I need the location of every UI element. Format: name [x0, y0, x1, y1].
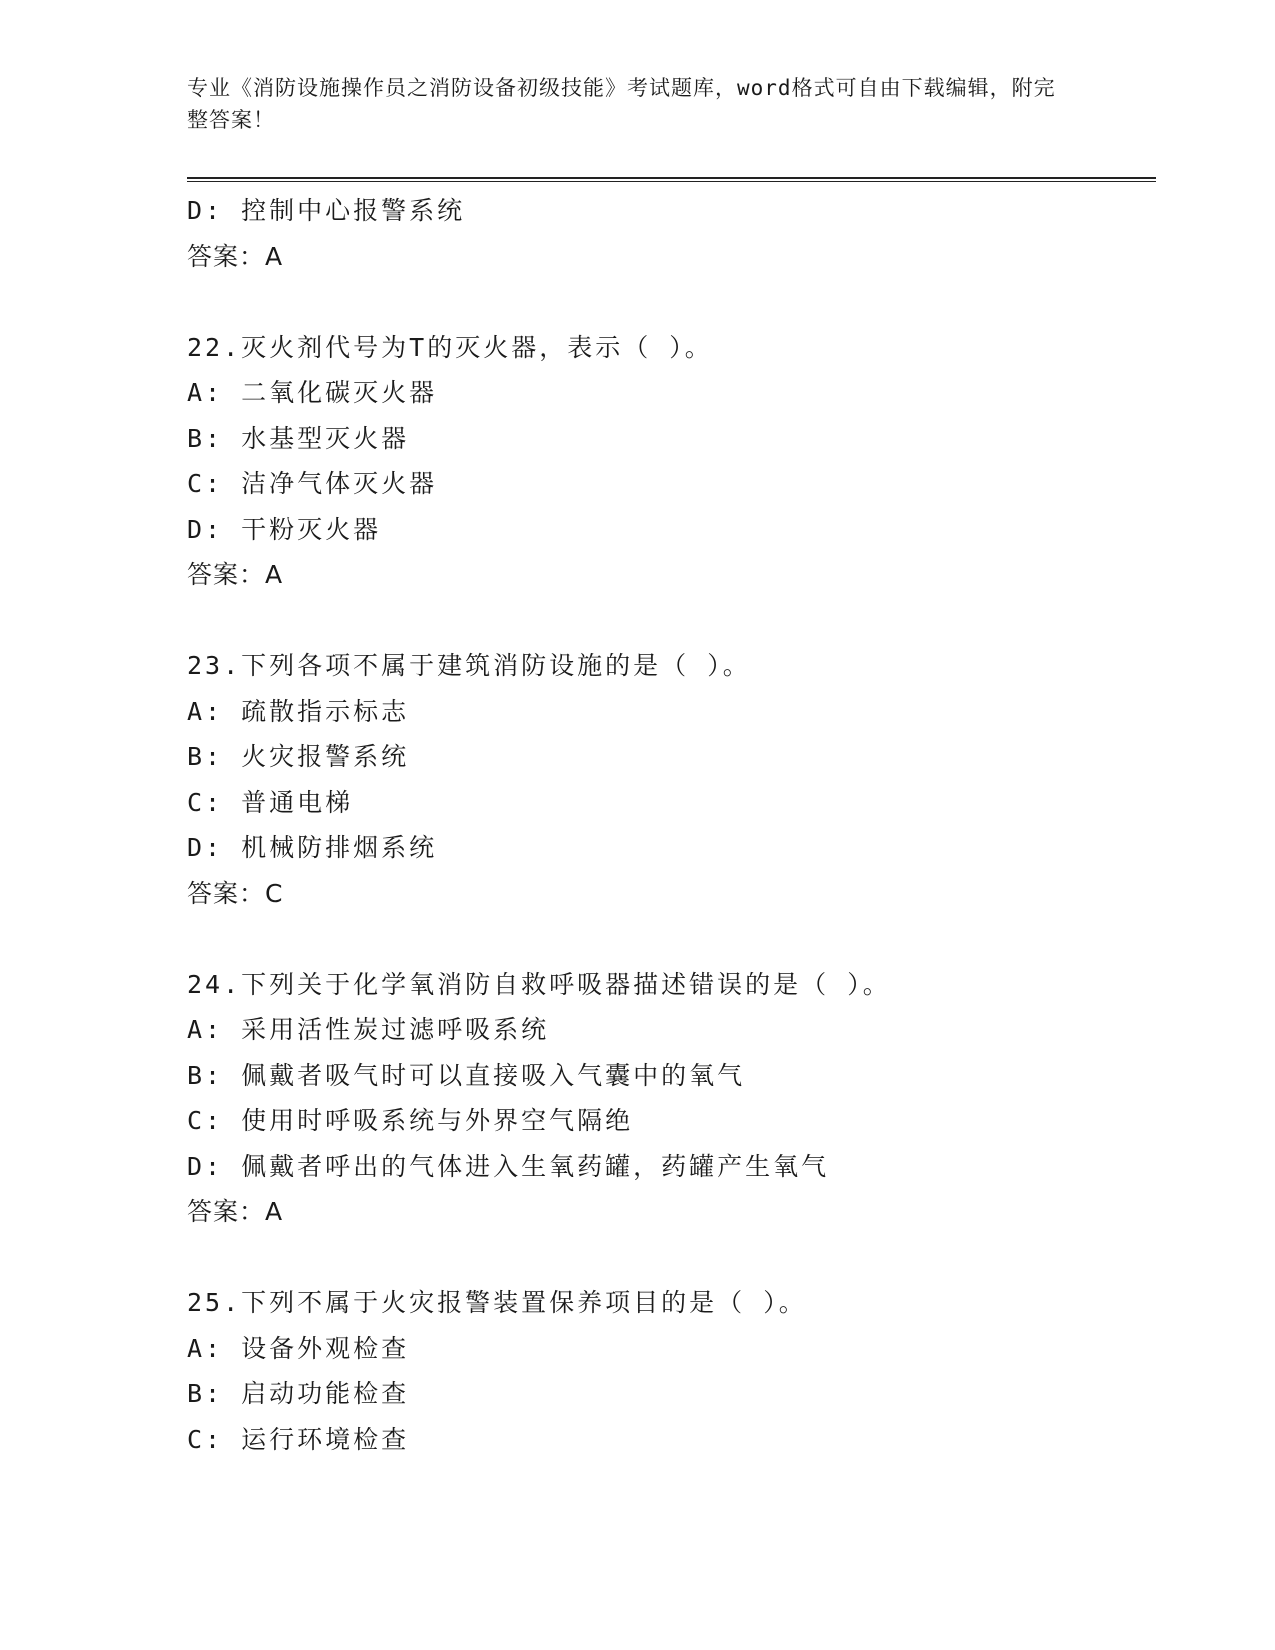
option-d: D: 佩戴者呼出的气体进入生氧药罐，药罐产生氧气 — [187, 1151, 830, 1181]
option-b: B: 佩戴者吸气时可以直接吸入气囊中的氧气 — [187, 1060, 746, 1090]
option-a: A: 采用活性炭过滤呼吸系统 — [187, 1015, 550, 1044]
option-a: A: 疏散指示标志 — [187, 696, 410, 726]
answer: 答案：A — [187, 241, 284, 271]
header-divider — [187, 177, 1156, 182]
option-c: C: 洁净气体灭火器 — [187, 469, 438, 498]
option-a: A: 二氧化碳灭火器 — [187, 378, 438, 407]
option-b: B: 火灾报警系统 — [187, 742, 410, 771]
option-d: D: 控制中心报警系统 — [187, 196, 466, 225]
question-stem: 24.下列关于化学氧消防自救呼吸器描述错误的是（ ）。 — [187, 969, 891, 999]
question-list — [187, 188, 1156, 1462]
question-stem: 23.下列各项不属于建筑消防设施的是（ ）。 — [187, 651, 751, 680]
answer: 答案：C — [187, 878, 284, 908]
option-c: C: 使用时呼吸系统与外界空气隔绝 — [187, 1106, 634, 1135]
page-header: 专业《消防设施操作员之消防设备初级技能》考试题库，word格式可自由下载编辑，附完整答案！ — [187, 76, 1056, 132]
question-stem: 22.灭火剂代号为T的灭火器，表示（ ）。 — [187, 332, 713, 362]
option-c: C: 普通电梯 — [187, 787, 354, 817]
question-stem: 25.下列不属于火灾报警装置保养项目的是（ ）。 — [187, 1288, 807, 1317]
answer: 答案：A — [187, 560, 284, 589]
option-c: C: 运行环境检查 — [187, 1424, 410, 1454]
option-d: D: 机械防排烟系统 — [187, 833, 438, 862]
option-d: D: 干粉灭火器 — [187, 514, 382, 544]
answer: 答案：A — [187, 1197, 284, 1226]
option-b: B: 水基型灭火器 — [187, 423, 410, 453]
option-a: A: 设备外观检查 — [187, 1333, 410, 1363]
option-b: B: 启动功能检查 — [187, 1379, 410, 1408]
